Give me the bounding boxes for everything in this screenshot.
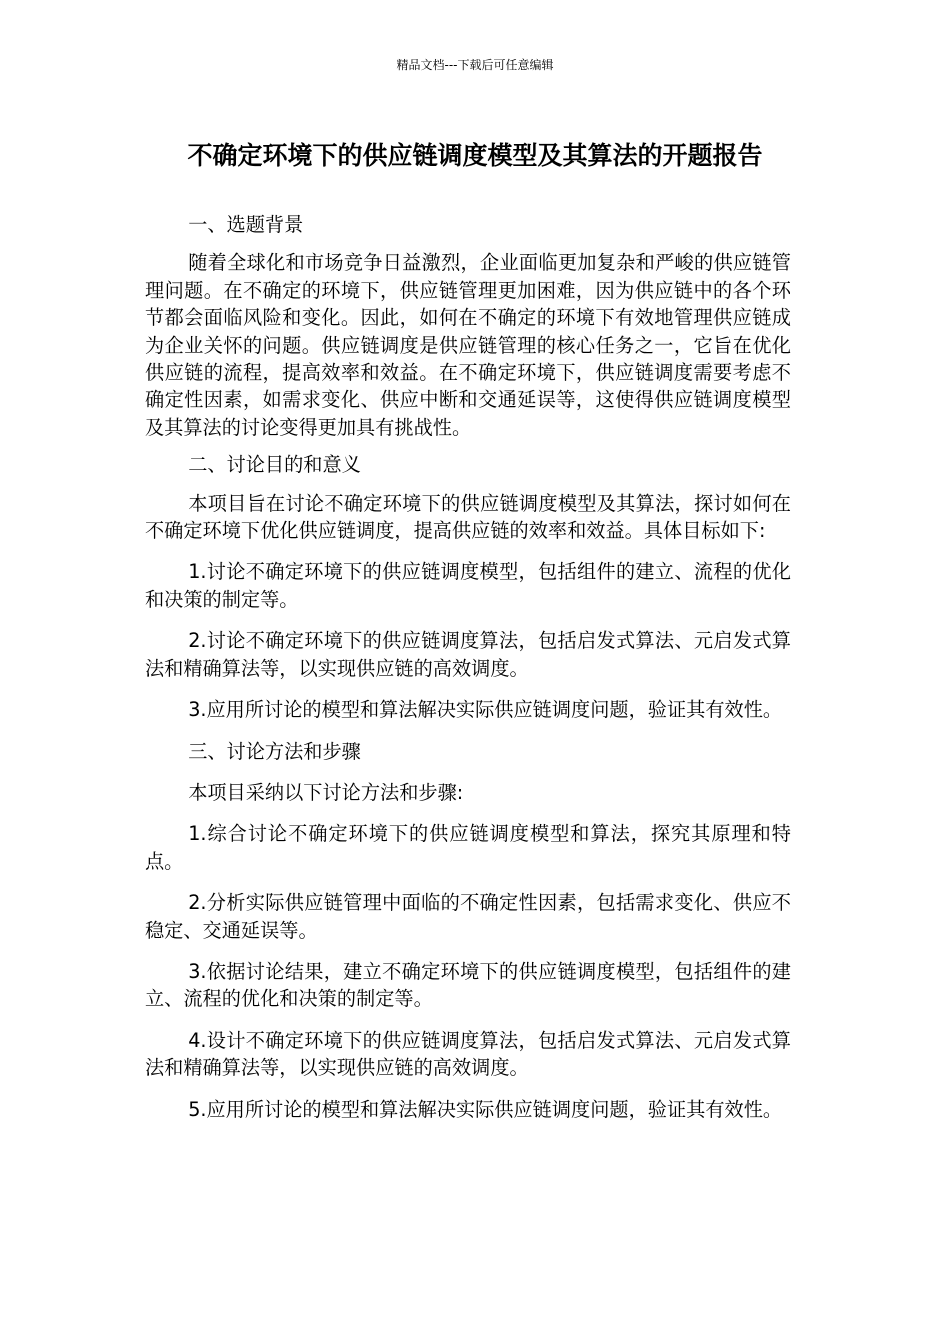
list-item-methods-1: 1.综合讨论不确定环境下的供应链调度模型和算法，探究其原理和特点。 bbox=[145, 822, 791, 873]
section-purpose bbox=[145, 451, 791, 723]
list-item-purpose-2: 2.讨论不确定环境下的供应链调度算法，包括启发式算法、元启发式算法和精确算法等，以实现供应链的高效调度。 bbox=[145, 629, 791, 680]
paragraph-methods-intro: 本项目采纳以下讨论方法和步骤: bbox=[188, 780, 464, 804]
document-title: 不确定环境下的供应链调度模型及其算法的开题报告 bbox=[187, 141, 763, 170]
list-item-purpose-3: 3.应用所讨论的模型和算法解决实际供应链调度问题，验证其有效性。 bbox=[188, 698, 783, 722]
paragraph-purpose-intro: 本项目旨在讨论不确定环境下的供应链调度模型及其算法，探讨如何在不确定环境下优化供应链调度，提高供应链的效率和效益。具体目标如下: bbox=[145, 491, 791, 543]
page-header-note: 精品文档---下载后可任意编辑 bbox=[396, 58, 554, 72]
section-heading-background: 一、选题背景 bbox=[188, 213, 304, 236]
list-item-methods-3: 3.依据讨论结果，建立不确定环境下的供应链调度模型，包括组件的建立、流程的优化和决策的制定等。 bbox=[145, 959, 791, 1011]
list-item-purpose-1: 1.讨论不确定环境下的供应链调度模型，包括组件的建立、流程的优化和决策的制定等。 bbox=[145, 560, 791, 611]
section-background bbox=[145, 211, 791, 441]
list-item-methods-2: 2.分析实际供应链管理中面临的不确定性因素，包括需求变化、供应不稳定、交通延误等。 bbox=[145, 891, 791, 942]
paragraph-background: 随着全球化和市场竞争日益激烈，企业面临更加复杂和严峻的供应链管理问题。在不确定的环境下，供应链管理更加困难，因为供应链中的各个环节都会面临风险和变化。因此，如何在不确定的环境下有效地管理供应链成为企业关怀的问题。供应链调度是供应链管理的核心任务之一，它旨在优化供应链的流程，提高效率和效益。在不确定环境下，供应链调度需要考虑不确定性因素，如需求变化、供应中断和交通延误等，这使得供应链调度模型及其算法的讨论变得更加具有挑战性。 bbox=[145, 251, 791, 439]
section-heading-methods: 三、讨论方法和步骤 bbox=[188, 739, 361, 763]
list-item-methods-5: 5.应用所讨论的模型和算法解决实际供应链调度问题，验证其有效性。 bbox=[188, 1097, 783, 1121]
section-heading-purpose: 二、讨论目的和意义 bbox=[188, 453, 361, 477]
section-methods bbox=[145, 738, 791, 1123]
list-item-methods-4: 4.设计不确定环境下的供应链调度算法，包括启发式算法、元启发式算法和精确算法等，以实现供应链的高效调度。 bbox=[145, 1028, 791, 1080]
document-body bbox=[145, 211, 791, 1123]
